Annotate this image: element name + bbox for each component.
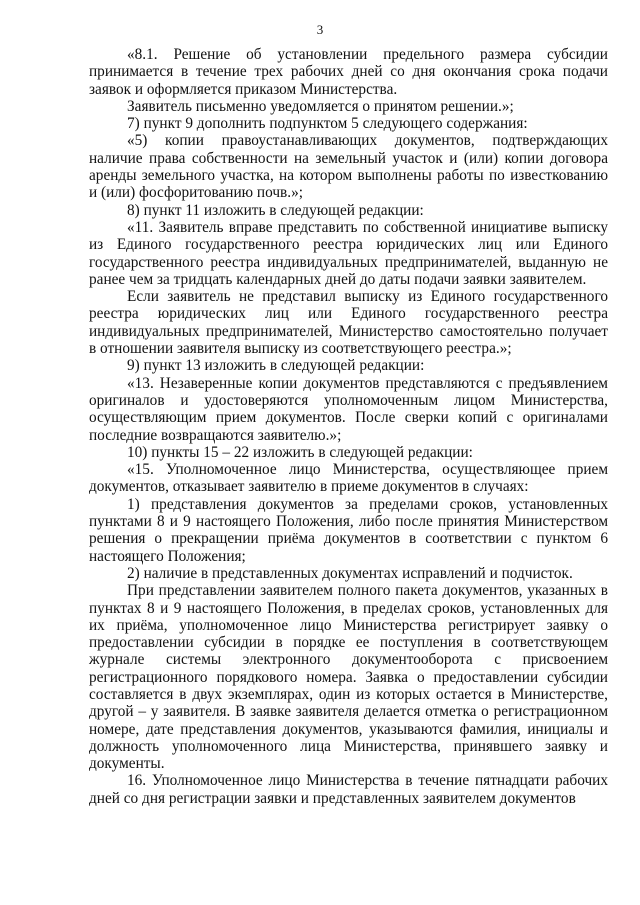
paragraph-item-10: 10) пункты 15 – 22 изложить в следующей редакции: — [127, 443, 473, 461]
paragraph-point-13: «13. Незаверенные копии документов представляются с предъявлением оригиналов и удостоверяются уполномоченным лицом Министерства, осуществляющим прием документов. После сверки копий с оригиналами последние возвращаются заявителю.»; — [89, 374, 608, 444]
paragraph-case-2: 2) наличие в представленных документах исправлений и подчисток. — [127, 564, 573, 582]
paragraph-registration: При представлении заявителем полного пакета документов, указанных в пунктах 8 и 9 настоящего Положения, в пределах сроков, установленных для их приёма, уполномоченное лицо Министерства регистрирует заявку о предоставлении субсидии в порядке ее поступления в соответствующем журнале системы электронного документооборота с присвоением регистрационного порядкового номера. Заявка о предоставлении субсидии составляется в двух экземплярах, один из которых остается в Министерстве, другой – у заявителя. В заявке заявителя делается отметка о регистрационном номере, дате представления документов, указываются фамилия, инициалы и должность уполномоченного лица Министерства, принявшего заявку и документы. — [89, 582, 608, 773]
paragraph-item-8: 8) пункт 11 изложить в следующей редакции: — [127, 201, 424, 219]
paragraph-applicant-notified: Заявитель письменно уведомляется о принятом решении.»; — [127, 97, 514, 115]
document-body — [89, 46, 608, 807]
paragraph-item-9: 9) пункт 13 изложить в следующей редакции: — [127, 357, 425, 375]
paragraph-registry-extract: Если заявитель не представил выписку из Единого государственного реестра юридических лиц или Единого государственного реестра индивидуальных предпринимателей, Министерство самостоятельно получает в отношении заявителя выписку из соответствующего реестра.»; — [89, 288, 608, 358]
paragraph-subitem-5: «5) копии правоустанавливающих документов, подтверждающих наличие права собственности на земельный участок и (или) копии договора аренды земельного участка, на котором выполнены работы по известкованию и (или) фосфоритованию почв.»; — [89, 132, 608, 202]
paragraph-point-11: «11. Заявитель вправе представить по собственной инициативе выписку из Единого государственного реестра юридических лиц или Единого государственного реестра индивидуальных предпринимателей, выданную не ранее чем за тридцать календарных дней до даты подачи заявки заявителем. — [89, 218, 608, 288]
page-number: 3 — [316, 22, 324, 37]
paragraph-case-1: 1) представления документов за пределами сроков, установленных пунктами 8 и 9 настоящего Положения, либо после принятия Министерством решения о прекращении приёма документов в соответствии с пунктом 6 настоящего Положения; — [89, 495, 608, 565]
paragraph-point-15: «15. Уполномоченное лицо Министерства, осуществляющее прием документов, отказывает заявителю в приеме документов в случаях: — [89, 461, 608, 496]
paragraph-point-16: 16. Уполномоченное лицо Министерства в течение пятнадцати рабочих дней со дня регистрации заявки и представленных заявителем документов — [89, 772, 608, 807]
paragraph-8-1-decision: «8.1. Решение об установлении предельного размера субсидии принимается в течение трех рабочих дней со дня окончания срока подачи заявок и оформляется приказом Министерства. — [89, 46, 608, 98]
paragraph-item-7: 7) пункт 9 дополнить подпунктом 5 следующего содержания: — [127, 115, 528, 133]
